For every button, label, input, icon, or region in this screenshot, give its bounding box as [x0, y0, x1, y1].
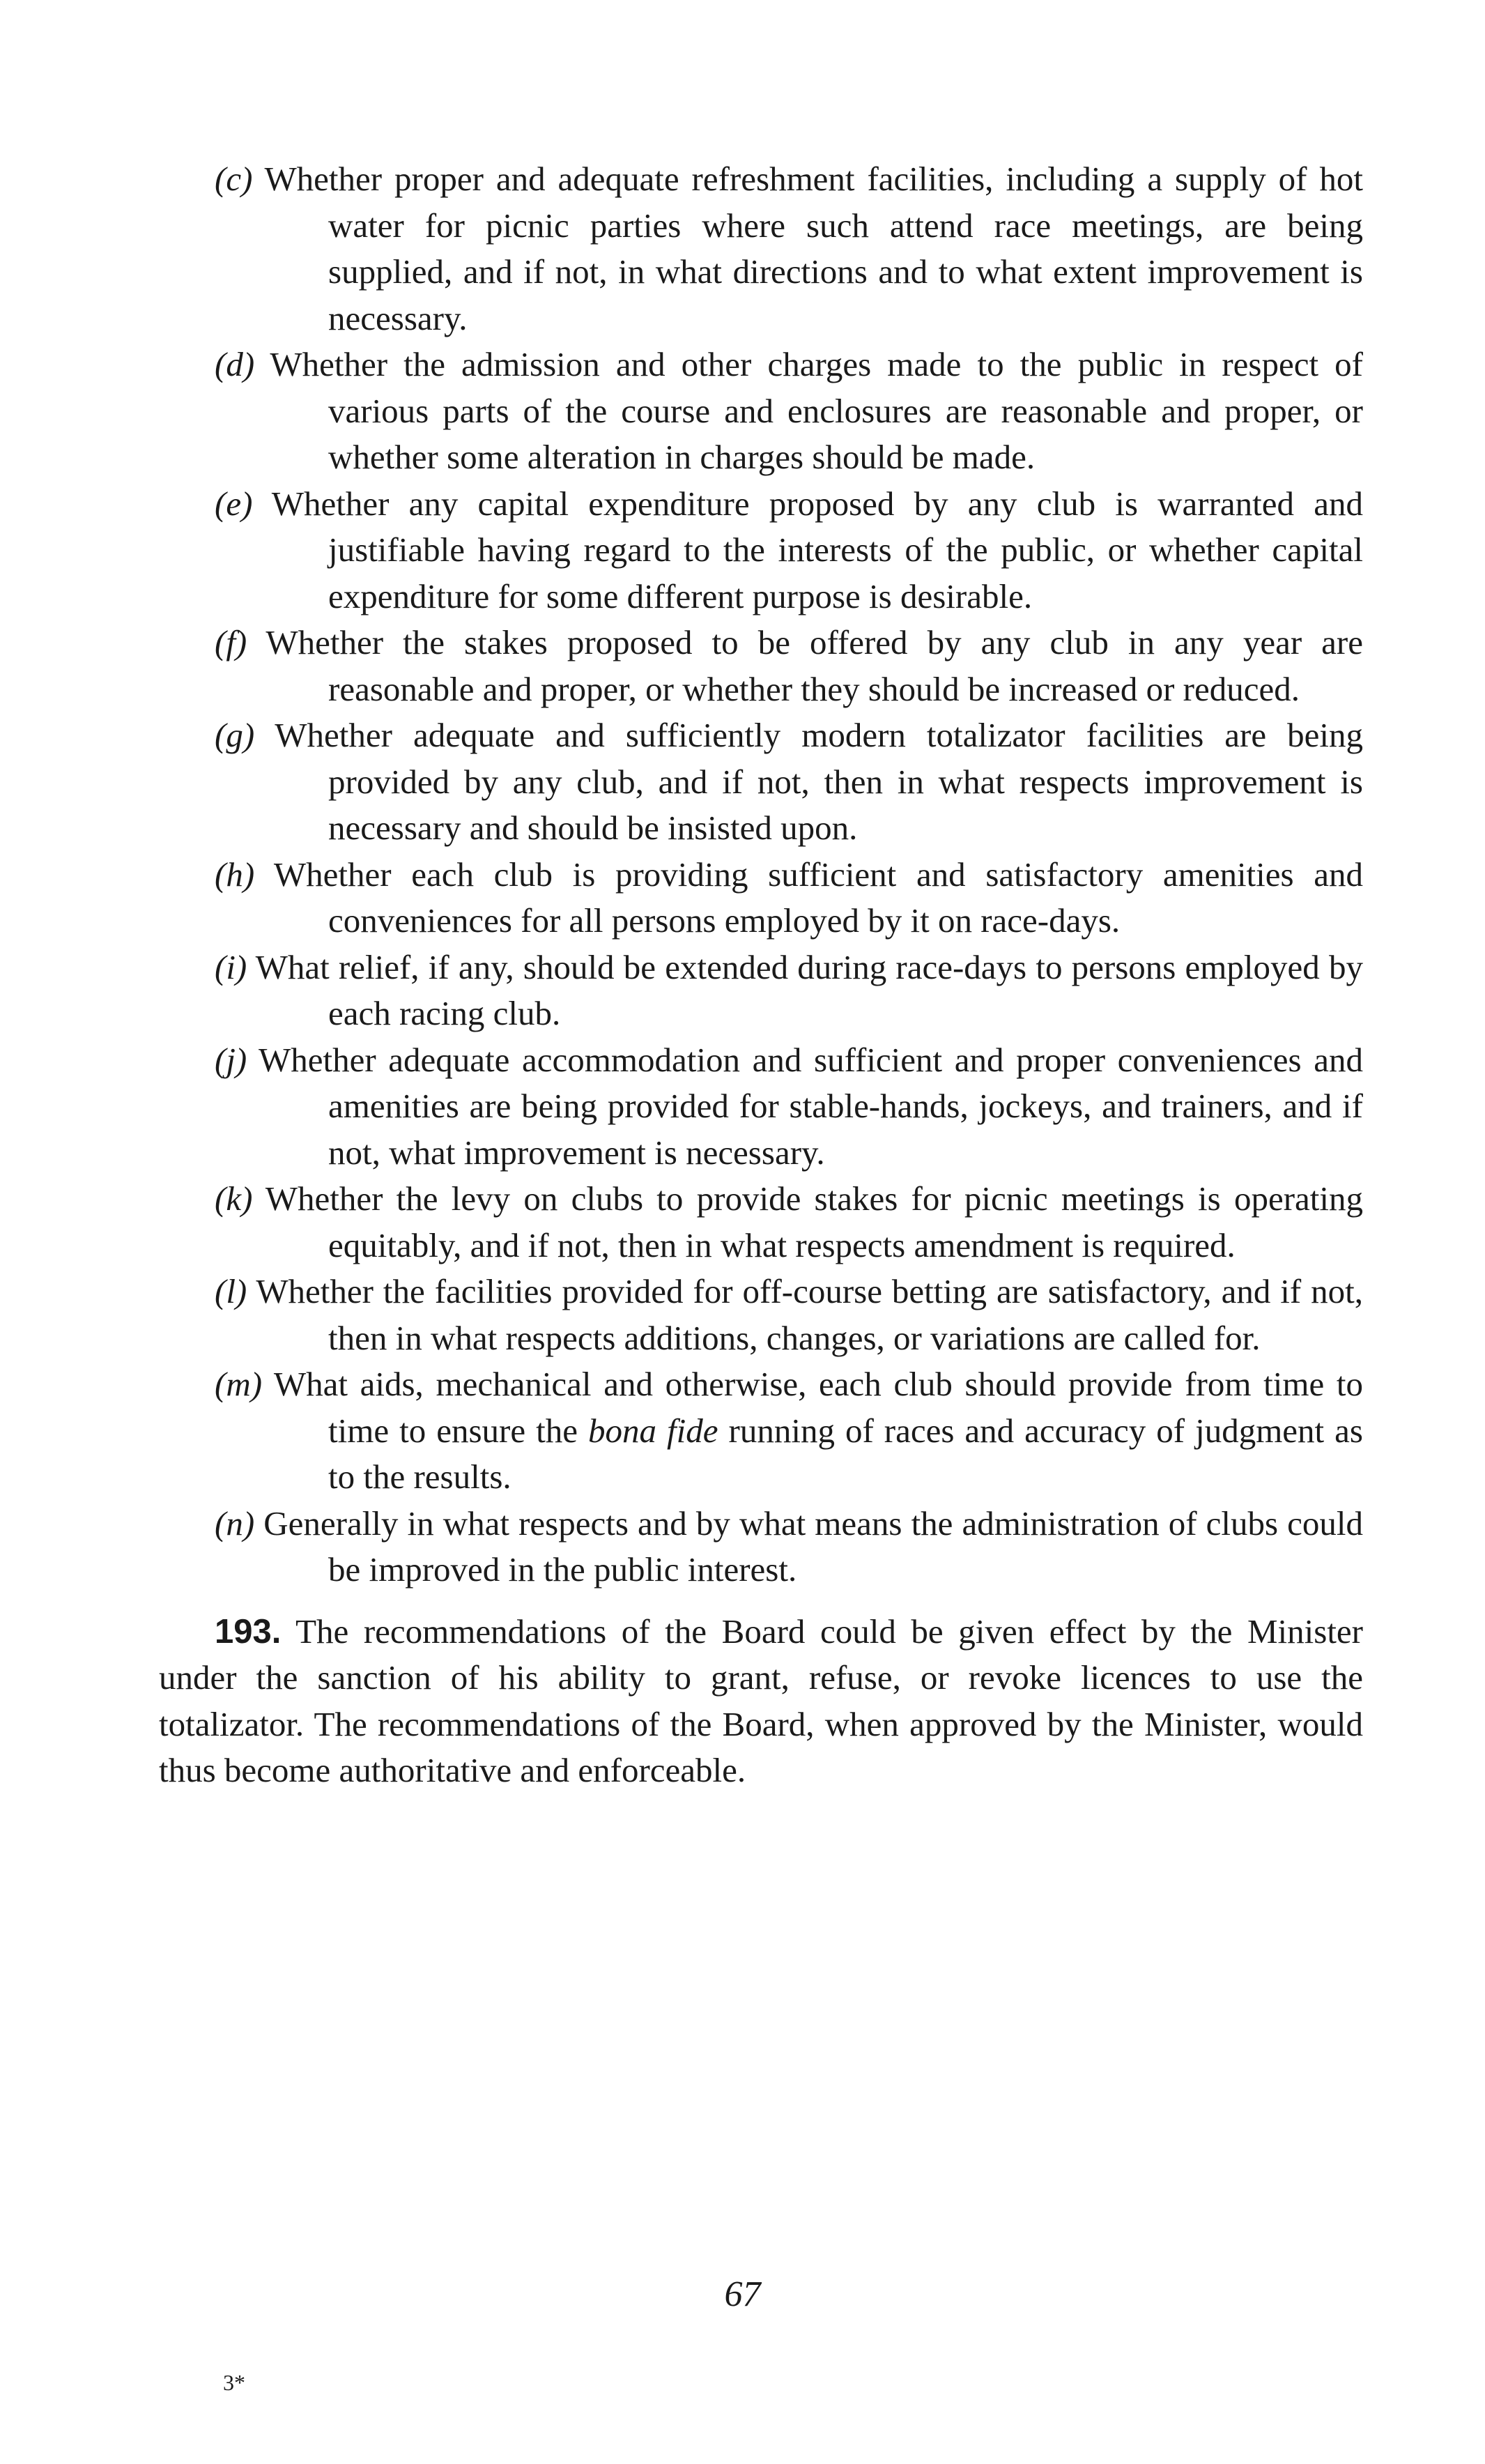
page-number: 67 [724, 2274, 761, 2314]
paragraph-193 [159, 1609, 1363, 1794]
list-item-l [159, 1269, 1363, 1361]
list-item-m [159, 1361, 1363, 1501]
paragraph-text: The recommendations of the Board could be given effect by the Minister under the sanction of his ability to grant, refuse, or revoke licences to use the totalizator. The recommendations of the Board, when approved by the Minister, would thus become authoritative and enforceable. [159, 1612, 1364, 1789]
list-item-i [159, 944, 1363, 1037]
list-item-g [159, 712, 1363, 852]
item-text: Whether the stakes proposed to be offered by any club in any year are reasonable and proper, or whether they should be increased or reduced. [266, 623, 1363, 708]
item-text: Whether any capital expenditure proposed by any club is warranted and justifiable having regard to the interests of the public, or whether capital expenditure for some different purpose is desirable. [271, 484, 1363, 615]
signature-mark: 3* [223, 2370, 245, 2395]
item-text: Whether the levy on clubs to provide stakes for picnic meetings is operating equitably, and if not, then in what respects amendment is required. [265, 1179, 1363, 1264]
item-text: Whether adequate and sufficiently modern totalizator facilities are being provided by any club, and if not, then in what respects improvement is necessary and should be insisted upon. [275, 716, 1363, 847]
item-label: (d) [215, 345, 255, 383]
paragraph-number: 193. [215, 1612, 282, 1651]
item-label: (f) [215, 623, 247, 661]
list-item-n [159, 1501, 1363, 1593]
list-item-h [159, 852, 1363, 944]
item-label: (l) [215, 1272, 247, 1310]
list-item-j [159, 1037, 1363, 1177]
item-label: (m) [215, 1365, 263, 1403]
item-label: (c) [215, 160, 253, 198]
list-item-f [159, 620, 1363, 712]
list-item-d [159, 342, 1363, 481]
item-text: Whether adequate accommodation and sufficient and proper conveniences and amenities are being provided for stable-hands, jockeys, and trainers, and if not, what improvement is necessary. [259, 1040, 1363, 1172]
item-label: (i) [215, 947, 247, 986]
item-label: (e) [215, 484, 253, 523]
item-label: (n) [215, 1503, 255, 1543]
item-label: (g) [215, 716, 255, 754]
item-text: Generally in what respects and by what means the administration of clubs could be improved in the public interest. [263, 1503, 1364, 1589]
list-item-k [159, 1176, 1363, 1269]
body-text [159, 156, 1363, 1794]
item-text: Whether the admission and other charges made to the public in respect of various parts of the course and enclosures are reasonable and proper, or whether some alteration in charges should be made. [270, 345, 1363, 476]
item-text-before: What aids, mechanical and otherwise, each club should provide from time to time to ensure the [273, 1365, 1363, 1450]
italic-term: bona fide [588, 1411, 718, 1450]
list-item-e [159, 481, 1363, 620]
item-text: Whether proper and adequate refreshment facilities, including a supply of hot water for picnic parties where such attend race meetings, are being supplied, and if not, in what directions and to what extent improvement is necessary. [264, 160, 1363, 337]
item-text-after: running of races and accuracy of judgment as to the results. [328, 1411, 1364, 1496]
item-text: Whether each club is providing sufficient and satisfactory amenities and conveniences for all persons employed by it on race-days. [273, 855, 1363, 940]
item-text: Whether the facilities provided for off-course betting are satisfactory, and if not, then in what respects additions, changes, or variations are called for. [256, 1272, 1363, 1357]
item-label: (h) [215, 855, 255, 894]
item-label: (j) [215, 1040, 247, 1079]
item-label: (k) [215, 1179, 253, 1218]
item-text: What relief, if any, should be extended during race-days to persons employed by each racing club. [255, 947, 1363, 1032]
list-item-c [159, 156, 1363, 342]
